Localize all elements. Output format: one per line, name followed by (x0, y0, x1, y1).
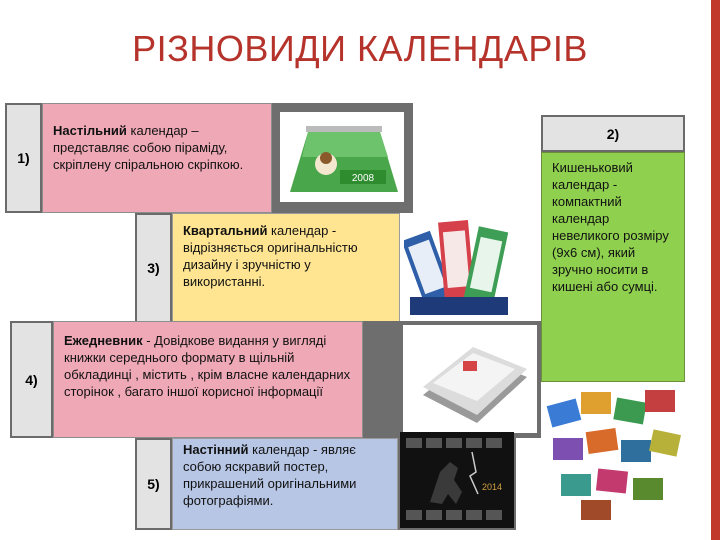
number-box-4 (10, 321, 53, 438)
number-label-4: 4) (25, 371, 38, 388)
planner-image (403, 325, 537, 433)
number-box-2 (541, 115, 685, 152)
number-label-1: 1) (17, 150, 30, 166)
page-title: РІЗНОВИДИ КАЛЕНДАРІВ (132, 28, 588, 69)
number-label-5: 5) (147, 476, 160, 492)
wall-calendar-term: Настінний (183, 442, 249, 457)
wall-photo-year: 2014 (481, 482, 503, 492)
planner-term: Ежедневник (64, 333, 143, 348)
desk-calendar-desc: календар – представляє собою піраміду, скріплену спіральною скріпкою. (53, 123, 244, 172)
planner-card (53, 321, 363, 438)
desk-calendar-term: Настільний (53, 123, 127, 138)
pocket-calendar-card (541, 152, 685, 382)
desk-photo-year: 2008 (351, 173, 375, 184)
pocket-calendar-desc: Кишеньковий календар - компактний календар невеликого розміру (9х6 см), який зручно носити в кишені або сумці. (552, 160, 669, 294)
pocket-calendar-image (541, 382, 685, 528)
quarterly-calendar-desc: календар - відрізняється оригінальністю дизайну і зручністю у використанні. (183, 223, 358, 289)
wall-calendar-image (400, 432, 514, 528)
wall-calendar-card (172, 438, 398, 530)
number-label-3: 3) (147, 260, 160, 276)
quarterly-calendar-card (172, 213, 400, 323)
accent-bar (711, 0, 720, 540)
number-box-1 (5, 103, 42, 213)
number-box-5 (135, 438, 172, 530)
number-label-2: 2) (606, 125, 620, 142)
number-box-3 (135, 213, 172, 323)
quarterly-calendar-image (404, 213, 514, 321)
planner-desc: - Довідкове видання у вигляді книжки середнього формату в щільній обкладинці , містить , крім власне календарних сторінок , багато іншої корисної інформації (64, 333, 351, 399)
desk-calendar-image (280, 112, 404, 202)
quarterly-calendar-term: Квартальний (183, 223, 268, 238)
wall-calendar-desc: календар - являє собою яскравий постер, прикрашений оригінальними фотографіями. (183, 442, 357, 508)
desk-calendar-card (42, 103, 272, 213)
